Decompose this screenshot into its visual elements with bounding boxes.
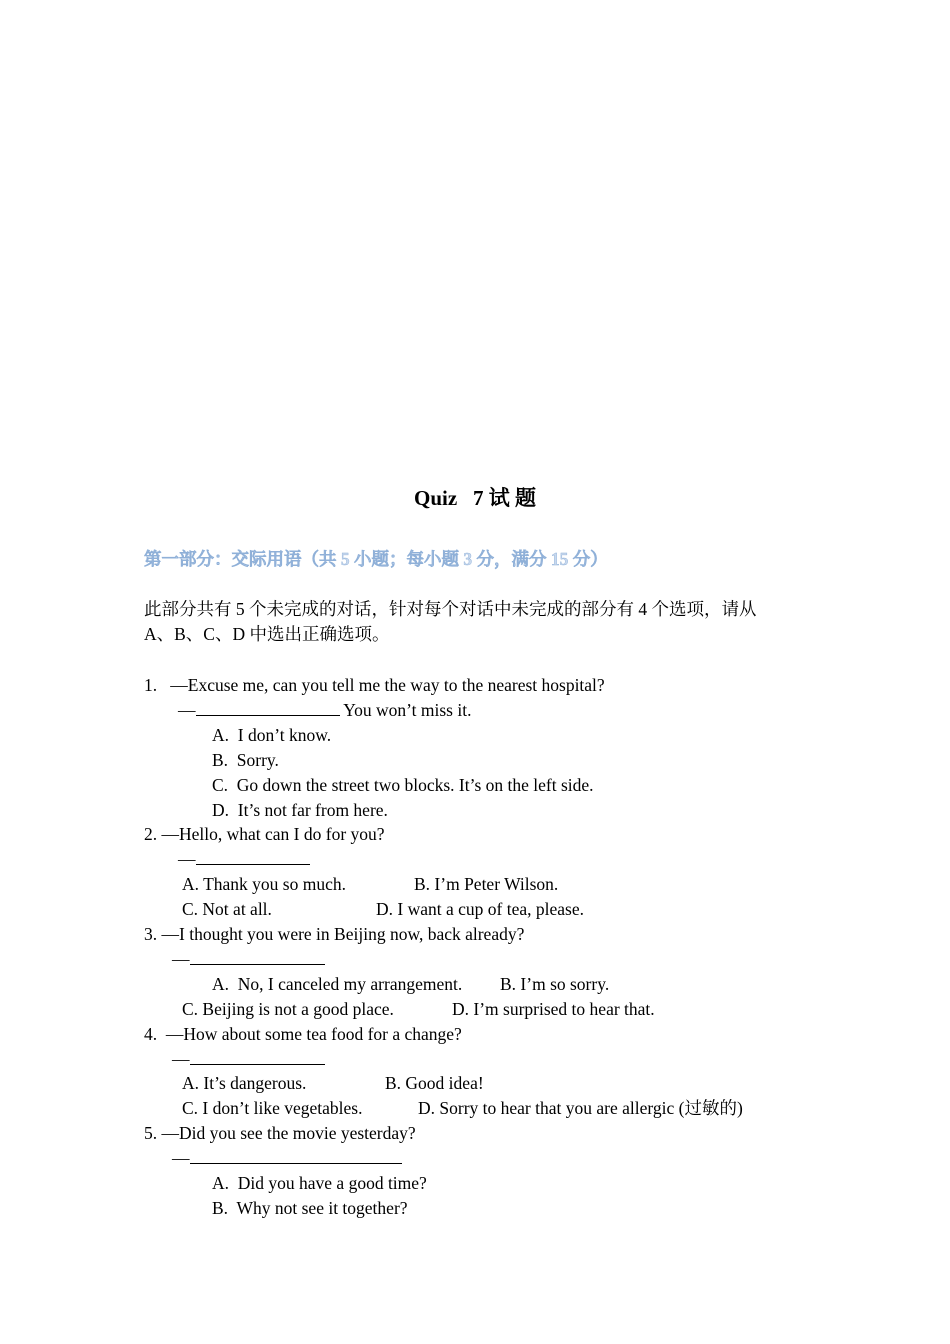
answer-dash: — [172,1148,190,1168]
question-4-option-c: C. I don’t like vegetables. [182,1098,363,1118]
question-1-option-b: B. Sorry. [212,750,279,770]
instructions-line-2: A、B、C、D 中选出正确选项。 [144,624,390,644]
question-5-option-b: B. Why not see it together? [212,1198,408,1218]
answer-blank [196,847,310,865]
question-4-option-b: B. Good idea! [385,1073,484,1093]
question-2-option-b: B. I’m Peter Wilson. [414,874,559,894]
question-4-answer-line [172,1047,325,1071]
question-4-option-d: D. Sorry to hear that you are allergic (过敏的) [418,1098,743,1118]
question-2-answer-line [178,847,310,871]
question-2-prompt: 2. —Hello, what can I do for you? [144,824,385,844]
question-2-option-d: D. I want a cup of tea, please. [376,899,584,919]
instructions-line-1: 此部分共有 5 个未完成的对话，针对每个对话中未完成的部分有 4 个选项，请从 [144,599,757,619]
question-4-prompt: 4. —How about some tea food for a change? [144,1024,462,1044]
question-1-option-c: C. Go down the street two blocks. It’s on the left side. [212,775,594,795]
question-3-prompt: 3. —I thought you were in Beijing now, back already? [144,924,525,944]
answer-blank [190,1146,402,1164]
question-2-option-c: C. Not at all. [182,899,272,919]
section-heading: 第一部分：交际用语（共 5 小题；每小题 3 分，满分 15 分） [144,549,608,569]
answer-dash: — [178,700,196,720]
answer-dash: — [172,1049,190,1069]
question-3-option-b: B. I’m so sorry. [500,974,610,994]
answer-blank [190,1047,325,1065]
question-3-option-a: A. No, I canceled my arrangement. [212,974,463,994]
question-4-option-a: A. It’s dangerous. [182,1073,307,1093]
answer-dash: — [172,949,190,969]
answer-blank [196,698,340,716]
answer-blank [190,947,325,965]
question-5-prompt: 5. —Did you see the movie yesterday? [144,1123,416,1143]
question-1-option-d: D. It’s not far from here. [212,800,388,820]
question-1-answer-suffix: You won’t miss it. [339,700,472,720]
question-5-option-a: A. Did you have a good time? [212,1173,427,1193]
question-3-option-d: D. I’m surprised to hear that. [452,999,655,1019]
question-1-prompt: 1. —Excuse me, can you tell me the way to the nearest hospital? [144,675,605,695]
question-3-answer-line [172,947,325,971]
question-5-answer-line [172,1146,402,1170]
quiz-title: Quiz 7 试 题 [414,486,536,510]
answer-dash: — [178,849,196,869]
question-1-answer-line [178,698,471,722]
question-2-option-a: A. Thank you so much. [182,874,346,894]
question-3-option-c: C. Beijing is not a good place. [182,999,394,1019]
question-1-option-a: A. I don’t know. [212,725,332,745]
